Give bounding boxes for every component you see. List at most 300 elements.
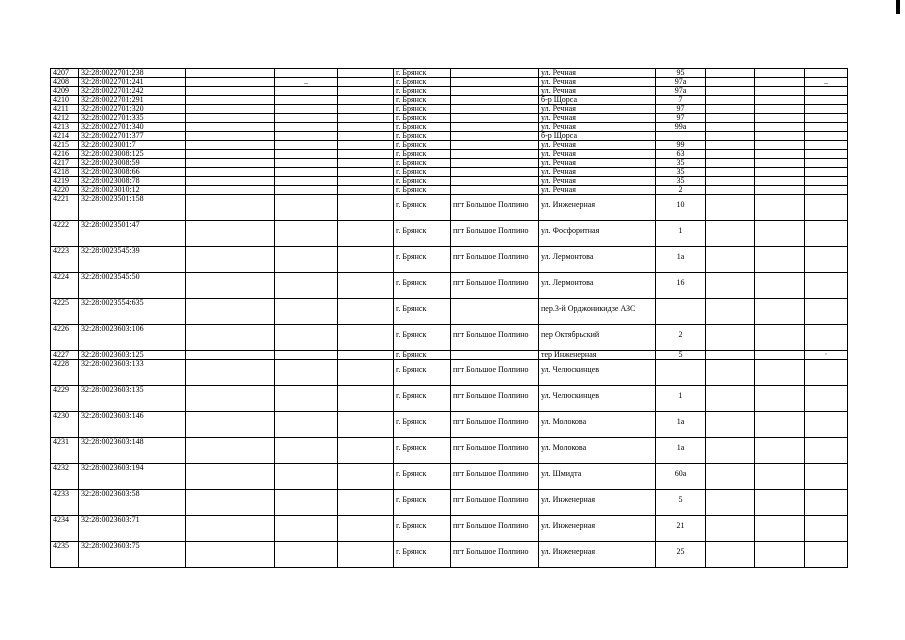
cadastral-number-cell: 32:28:0022701:335 [79,114,186,123]
empty-cell [186,386,275,412]
street-cell: ул. Инженерная [539,490,656,516]
settlement-cell [451,78,539,87]
empty-cell [186,132,275,141]
empty-cell [186,150,275,159]
empty-cell [186,87,275,96]
empty-cell [706,105,755,114]
empty-cell [338,360,394,386]
settlement-cell [451,299,539,325]
street-cell: ул. Фосфоритная [539,221,656,247]
street-cell: ул. Речная [539,150,656,159]
city-cell: г. Брянск [394,186,451,195]
row-number-cell: 4235 [51,542,79,568]
empty-cell [338,141,394,150]
empty-cell [755,247,805,273]
row-number-cell: 4234 [51,516,79,542]
empty-cell [275,273,338,299]
empty-cell [805,141,848,150]
table-row [51,360,848,386]
city-cell: г. Брянск [394,247,451,273]
table-row [51,159,848,168]
empty-cell [755,123,805,132]
settlement-cell [451,132,539,141]
empty-cell [755,195,805,221]
empty-cell [706,351,755,360]
empty-cell [706,490,755,516]
empty-cell [805,123,848,132]
empty-cell [275,221,338,247]
table-row [51,299,848,325]
empty-cell [186,195,275,221]
city-cell: г. Брянск [394,69,451,78]
empty-cell [186,78,275,87]
empty-cell [275,386,338,412]
empty-cell [338,351,394,360]
street-cell: ул. Шмидта [539,464,656,490]
row-number-cell: 4212 [51,114,79,123]
settlement-cell [451,123,539,132]
table-row [51,69,848,78]
empty-cell [338,516,394,542]
street-cell: ул. Речная [539,159,656,168]
empty-cell [275,69,338,78]
empty-cell [186,96,275,105]
table-row [51,186,848,195]
empty-cell [186,186,275,195]
empty-cell [805,360,848,386]
settlement-cell [451,105,539,114]
empty-cell [755,221,805,247]
street-cell: б-р Щорса [539,96,656,105]
city-cell: г. Брянск [394,464,451,490]
city-cell: г. Брянск [394,386,451,412]
house-number-cell: 1а [656,438,706,464]
house-number-cell: 97а [656,87,706,96]
empty-cell [275,299,338,325]
empty-cell [706,542,755,568]
table-row [51,247,848,273]
empty-cell [755,360,805,386]
street-cell: ул. Речная [539,123,656,132]
empty-cell [338,325,394,351]
empty-cell [755,186,805,195]
row-number-cell: 4217 [51,159,79,168]
empty-cell [186,542,275,568]
street-cell: ул. Лермонтова [539,273,656,299]
empty-cell [805,87,848,96]
street-cell: ул. Лермонтова [539,247,656,273]
row-number-cell: 4227 [51,351,79,360]
empty-cell [706,438,755,464]
empty-cell [706,132,755,141]
empty-cell [338,464,394,490]
empty-cell [186,247,275,273]
empty-cell [805,195,848,221]
empty-cell [755,464,805,490]
empty-cell [805,438,848,464]
empty-cell [338,299,394,325]
table-row [51,150,848,159]
empty-cell [338,96,394,105]
table-row [51,195,848,221]
empty-cell [755,351,805,360]
settlement-cell: пгт Большое Полпино [451,247,539,273]
row-number-cell: 4213 [51,123,79,132]
empty-cell [338,123,394,132]
street-cell: ул. Речная [539,141,656,150]
settlement-cell [451,186,539,195]
row-number-cell: 4223 [51,247,79,273]
table-row [51,114,848,123]
city-cell: г. Брянск [394,114,451,123]
street-cell: ул. Речная [539,87,656,96]
house-number-cell: 2 [656,186,706,195]
empty-cell [275,195,338,221]
empty-cell [338,168,394,177]
cadastral-number-cell: 32:28:0023603:133 [79,360,186,386]
empty-cell [275,360,338,386]
city-cell: г. Брянск [394,96,451,105]
cadastral-number-cell: 32:28:0023603:135 [79,386,186,412]
empty-cell [755,412,805,438]
empty-cell [338,159,394,168]
house-number-cell [656,360,706,386]
registry-table [50,68,848,568]
city-cell: г. Брянск [394,195,451,221]
city-cell: г. Брянск [394,141,451,150]
empty-cell [186,141,275,150]
empty-cell [275,186,338,195]
settlement-cell: пгт Большое Полпино [451,516,539,542]
empty-cell [275,412,338,438]
table-row [51,351,848,360]
empty-cell [186,114,275,123]
row-number-cell: 4231 [51,438,79,464]
row-number-cell: 4220 [51,186,79,195]
row-number-cell: 4219 [51,177,79,186]
city-cell: г. Брянск [394,159,451,168]
empty-cell [275,159,338,168]
settlement-cell: пгт Большое Полпино [451,273,539,299]
empty-cell [706,386,755,412]
city-cell: г. Брянск [394,78,451,87]
street-cell: ул. Речная [539,177,656,186]
empty-cell [706,96,755,105]
city-cell: г. Брянск [394,438,451,464]
table-row [51,438,848,464]
street-cell: ул. Инженерная [539,195,656,221]
cadastral-number-cell: 32:28:0022701:340 [79,123,186,132]
empty-cell [706,150,755,159]
empty-cell [706,360,755,386]
row-number-cell: 4229 [51,386,79,412]
cadastral-number-cell: 32:28:0023010:12 [79,186,186,195]
empty-cell [805,299,848,325]
house-number-cell [656,132,706,141]
empty-cell [186,177,275,186]
empty-cell [275,168,338,177]
cadastral-number-cell: 32:28:0023603:146 [79,412,186,438]
empty-cell [706,123,755,132]
row-number-cell: 4218 [51,168,79,177]
empty-cell [805,325,848,351]
house-number-cell: 10 [656,195,706,221]
cadastral-number-cell: 32:28:0023001:7 [79,141,186,150]
table-row [51,168,848,177]
empty-cell [275,96,338,105]
city-cell: г. Брянск [394,105,451,114]
table-row [51,132,848,141]
empty-cell [186,438,275,464]
row-number-cell: 4228 [51,360,79,386]
empty-cell [805,177,848,186]
cadastral-number-cell: 32:28:0023545:39 [79,247,186,273]
cadastral-number-cell: 32:28:0023603:58 [79,490,186,516]
house-number-cell: 97 [656,105,706,114]
empty-cell [186,299,275,325]
empty-cell [275,150,338,159]
empty-cell [755,78,805,87]
empty-cell [805,542,848,568]
empty-cell [338,69,394,78]
empty-cell [338,150,394,159]
row-number-cell: 4209 [51,87,79,96]
row-number-cell: 4215 [51,141,79,150]
row-number-cell: 4224 [51,273,79,299]
empty-cell [338,186,394,195]
house-number-cell: 1а [656,247,706,273]
cadastral-number-cell: 32:28:0023603:194 [79,464,186,490]
empty-cell [805,186,848,195]
empty-cell [186,123,275,132]
empty-cell [755,438,805,464]
empty-cell [275,123,338,132]
empty-cell [755,542,805,568]
settlement-cell [451,114,539,123]
empty-cell [755,69,805,78]
empty-cell [338,177,394,186]
table-row [51,325,848,351]
city-cell: г. Брянск [394,490,451,516]
street-cell: ул. Речная [539,105,656,114]
house-number-cell: 25 [656,542,706,568]
city-cell: г. Брянск [394,132,451,141]
empty-cell [805,105,848,114]
empty-cell [186,168,275,177]
table-row [51,221,848,247]
settlement-cell [451,141,539,150]
empty-cell [805,490,848,516]
empty-cell [186,69,275,78]
house-number-cell: 99а [656,123,706,132]
empty-cell [706,87,755,96]
street-cell: пер.3-й Орджоникидзе АЗС [539,299,656,325]
empty-cell [706,78,755,87]
row-number-cell: 4232 [51,464,79,490]
empty-cell [338,386,394,412]
row-number-cell: 4226 [51,325,79,351]
empty-cell [186,159,275,168]
cadastral-number-cell: 32:28:0022701:291 [79,96,186,105]
empty-cell [275,177,338,186]
empty-cell [186,516,275,542]
cadastral-number-cell: 32:28:0023008:59 [79,159,186,168]
city-cell: г. Брянск [394,150,451,159]
street-cell: ул. Речная [539,78,656,87]
cadastral-number-cell: 32:28:0022701:377 [79,132,186,141]
row-number-cell: 4230 [51,412,79,438]
settlement-cell: пгт Большое Полпино [451,221,539,247]
empty-cell [186,490,275,516]
empty-cell [755,177,805,186]
empty-cell [755,159,805,168]
street-cell: ул. Речная [539,69,656,78]
row-number-cell: 4225 [51,299,79,325]
row-number-cell: 4208 [51,78,79,87]
table-row [51,96,848,105]
city-cell: г. Брянск [394,542,451,568]
empty-cell [706,299,755,325]
empty-cell [755,516,805,542]
city-cell: г. Брянск [394,516,451,542]
empty-cell [275,132,338,141]
scan-edge-mark [896,0,900,14]
street-cell: ул. Речная [539,114,656,123]
house-number-cell: 35 [656,159,706,168]
empty-cell [338,273,394,299]
empty-cell [805,114,848,123]
empty-cell [338,221,394,247]
street-cell: ул. Молокова [539,412,656,438]
empty-cell [755,168,805,177]
table-row [51,516,848,542]
house-number-cell: 35 [656,177,706,186]
empty-cell [275,247,338,273]
row-number-cell: 4216 [51,150,79,159]
settlement-cell: пгт Большое Полпино [451,386,539,412]
empty-cell [706,159,755,168]
cadastral-number-cell: 32:28:0023603:148 [79,438,186,464]
house-number-cell: 95 [656,69,706,78]
street-cell: ул. Челюскинцев [539,386,656,412]
empty-cell [186,221,275,247]
cadastral-number-cell: 32:28:0022701:238 [79,69,186,78]
table-row [51,105,848,114]
cadastral-number-cell: 32:28:0023008:66 [79,168,186,177]
house-number-cell: 21 [656,516,706,542]
empty-cell [706,516,755,542]
table-row [51,177,848,186]
row-number-cell: 4210 [51,96,79,105]
empty-cell [186,351,275,360]
settlement-cell [451,168,539,177]
house-number-cell: 63 [656,150,706,159]
empty-cell [186,412,275,438]
empty-cell [275,438,338,464]
empty-cell [275,105,338,114]
settlement-cell [451,69,539,78]
empty-cell [275,516,338,542]
cadastral-number-cell: 32:28:0023554:635 [79,299,186,325]
empty-cell [706,412,755,438]
empty-cell [275,490,338,516]
row-number-cell: 4214 [51,132,79,141]
empty-cell [755,490,805,516]
settlement-cell [451,150,539,159]
house-number-cell: 97а [656,78,706,87]
empty-cell [275,542,338,568]
city-cell: г. Брянск [394,273,451,299]
empty-cell [755,141,805,150]
empty-cell [805,247,848,273]
settlement-cell [451,159,539,168]
street-cell: ул. Речная [539,168,656,177]
cadastral-number-cell: 32:28:0023008:78 [79,177,186,186]
empty-cell [706,69,755,78]
house-number-cell: 97 [656,114,706,123]
empty-cell [755,325,805,351]
empty-cell [755,114,805,123]
city-cell: г. Брянск [394,168,451,177]
house-number-cell: 16 [656,273,706,299]
empty-cell [755,96,805,105]
empty-cell [706,464,755,490]
settlement-cell: пгт Большое Полпино [451,542,539,568]
house-number-cell: 5 [656,490,706,516]
table-row [51,386,848,412]
empty-cell [338,87,394,96]
cadastral-number-cell: 32:28:0023603:125 [79,351,186,360]
empty-cell [706,247,755,273]
settlement-cell: пгт Большое Полпино [451,490,539,516]
empty-cell [186,273,275,299]
empty-cell [805,464,848,490]
empty-cell [805,168,848,177]
cadastral-number-cell: 32:28:0023501:47 [79,221,186,247]
city-cell: г. Брянск [394,87,451,96]
street-cell: ул. Молокова [539,438,656,464]
table-row [51,412,848,438]
empty-cell [186,464,275,490]
empty-cell [805,221,848,247]
empty-cell [755,132,805,141]
row-number-cell: 4221 [51,195,79,221]
house-number-cell: 60а [656,464,706,490]
empty-cell [275,351,338,360]
settlement-cell [451,87,539,96]
empty-cell [805,132,848,141]
empty-cell [706,273,755,299]
house-number-cell: 1 [656,221,706,247]
empty-cell [755,299,805,325]
empty-cell [275,114,338,123]
empty-cell [706,141,755,150]
table-row [51,123,848,132]
empty-cell [755,87,805,96]
table-row [51,273,848,299]
city-cell: г. Брянск [394,360,451,386]
empty-cell [275,141,338,150]
house-number-cell: 35 [656,168,706,177]
empty-cell [706,195,755,221]
empty-cell [186,325,275,351]
empty-cell [706,114,755,123]
empty-cell [805,159,848,168]
empty-cell [275,464,338,490]
empty-cell [275,87,338,96]
empty-cell [338,114,394,123]
empty-cell [275,325,338,351]
